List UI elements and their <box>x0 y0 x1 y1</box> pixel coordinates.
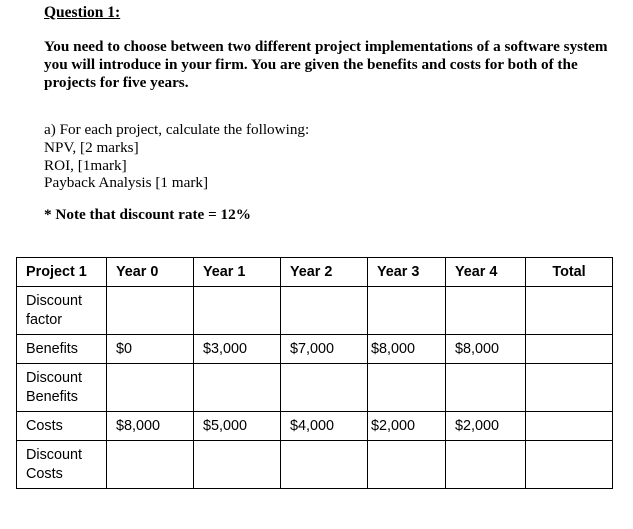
table-cell: $3,000 <box>194 335 281 364</box>
header-year-0: Year 0 <box>107 258 194 287</box>
table-cell <box>526 335 613 364</box>
header-total: Total <box>526 258 613 287</box>
table-cell: $5,000 <box>194 412 281 441</box>
table-row-discount-costs <box>17 441 613 489</box>
table-cell <box>526 412 613 441</box>
header-year-2: Year 2 <box>281 258 368 287</box>
table-cell <box>281 441 368 489</box>
row-label: Benefits <box>17 335 107 364</box>
table-cell <box>526 441 613 489</box>
table-row-discount-benefits <box>17 364 613 412</box>
question-title: Question 1: <box>44 4 121 21</box>
table-cell: $2,000 <box>368 412 446 441</box>
task-line: a) For each project, calculate the following: <box>44 121 310 138</box>
table-cell <box>526 287 613 335</box>
row-label <box>17 441 107 489</box>
row-label <box>17 364 107 412</box>
table-cell: $2,000 <box>446 412 526 441</box>
table-row-discount-factor <box>17 287 613 335</box>
question-intro <box>44 38 629 92</box>
intro-line: You need to choose between two different project implementations of a software system <box>44 38 608 55</box>
task-line: ROI, [1mark] <box>44 156 127 174</box>
table-cell <box>107 441 194 489</box>
table-cell <box>368 441 446 489</box>
header-year-3: Year 3 <box>368 258 446 287</box>
project-table <box>16 257 613 489</box>
table-cell <box>446 364 526 412</box>
table-cell <box>368 364 446 412</box>
header-year-1: Year 1 <box>194 258 281 287</box>
row-label-line: Benefits <box>26 388 78 405</box>
table-cell: $8,000 <box>368 335 446 364</box>
table-cell <box>194 441 281 489</box>
row-label-line: Costs <box>26 465 63 482</box>
table-cell: $8,000 <box>446 335 526 364</box>
row-label-line: Discount <box>26 292 82 309</box>
task-list <box>44 121 309 192</box>
table-cell <box>446 441 526 489</box>
task-line: NPV, [2 marks] <box>44 138 139 156</box>
row-label-line: factor <box>26 311 62 328</box>
table-cell <box>526 364 613 412</box>
table-cell: $8,000 <box>107 412 194 441</box>
discount-rate-note: * Note that discount rate = 12% <box>44 206 251 223</box>
table-cell: $4,000 <box>281 412 368 441</box>
header-year-4: Year 4 <box>446 258 526 287</box>
table-header-row <box>17 258 613 287</box>
row-label-line: Discount <box>26 369 82 386</box>
header-project: Project 1 <box>17 258 107 287</box>
table-cell: $7,000 <box>281 335 368 364</box>
table-cell <box>281 287 368 335</box>
table-row-costs <box>17 412 613 441</box>
table-cell <box>194 364 281 412</box>
table-cell <box>368 287 446 335</box>
table-cell <box>107 287 194 335</box>
table-row-benefits <box>17 335 613 364</box>
task-line: Payback Analysis [1 mark] <box>44 174 209 192</box>
intro-line: projects for five years. <box>44 74 189 91</box>
intro-line: you will introduce in your firm. You are given the benefits and costs for both of the <box>44 56 578 73</box>
table-cell <box>107 364 194 412</box>
table-cell: $0 <box>107 335 194 364</box>
row-label-line: Discount <box>26 446 82 463</box>
row-label: Costs <box>17 412 107 441</box>
table-cell <box>194 287 281 335</box>
table-cell <box>446 287 526 335</box>
table-cell <box>281 364 368 412</box>
row-label <box>17 287 107 335</box>
